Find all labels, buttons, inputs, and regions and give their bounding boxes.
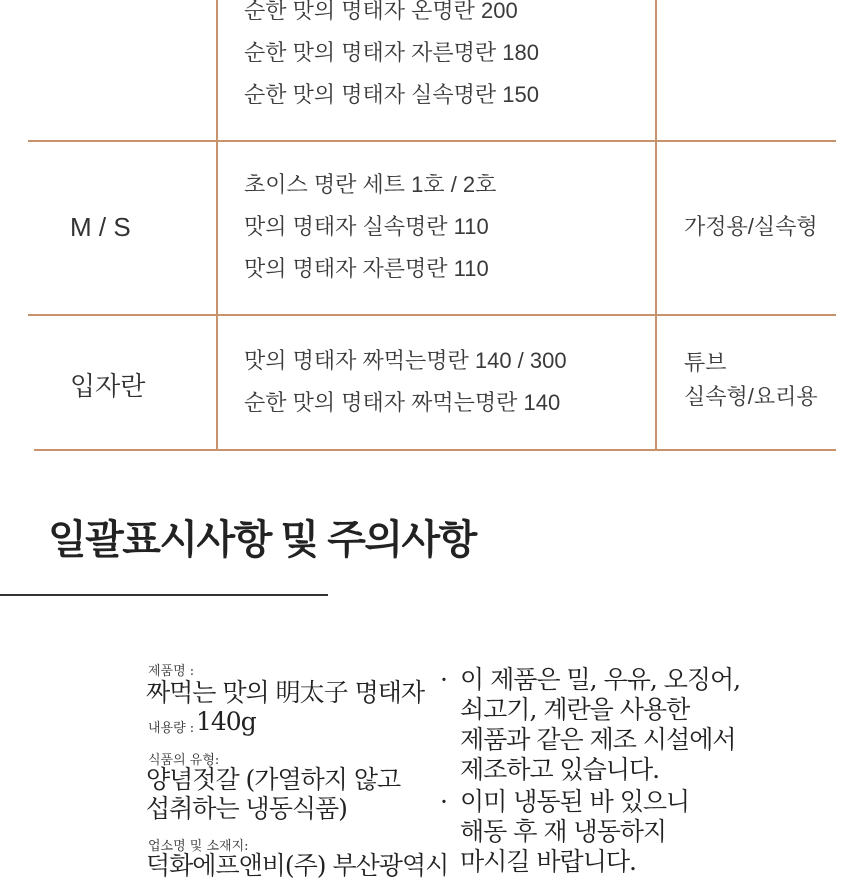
content-value: 140g xyxy=(196,707,256,736)
maker-label: 업소명 및 소재지: xyxy=(148,839,249,854)
product-line: 맛의 명태자 실속명란 110 xyxy=(244,214,489,239)
product-line: 초이스 명란 세트 1호 / 2호 xyxy=(244,172,497,197)
notice-line: 해동 후 재 냉동하지 xyxy=(460,817,667,846)
usage-label: 가정용/실속형 xyxy=(684,214,818,239)
usage-label: 실속형/요리용 xyxy=(684,384,818,409)
notice-line: 쇠고기, 계란을 사용한 xyxy=(460,695,690,724)
notice-line: 제품과 같은 제조 시설에서 xyxy=(460,725,736,754)
product-name-label: 제품명 : xyxy=(148,664,195,679)
section-title: 일괄표시사항 및 주의사항 xyxy=(48,518,476,562)
product-line: 순한 맛의 명태자 온명란 200 xyxy=(244,0,518,23)
product-line: 순한 맛의 명태자 자른명란 180 xyxy=(244,40,539,65)
bullet-icon: · xyxy=(440,665,447,694)
table-divider xyxy=(655,0,657,450)
table-divider xyxy=(34,449,836,451)
type-label: 식품의 유형: xyxy=(148,753,220,768)
bullet-icon: · xyxy=(440,787,447,816)
usage-label: 튜브 xyxy=(684,350,727,375)
grade-label: M / S xyxy=(70,212,131,242)
table-divider xyxy=(216,0,218,450)
grade-label: 입자란 xyxy=(70,371,146,401)
maker-value: 덕화에프앤비(주) 부산광역시 xyxy=(146,851,449,880)
content-label: 내용량 : xyxy=(148,721,195,736)
notice-line: 마시길 바랍니다. xyxy=(460,847,636,876)
table-divider xyxy=(28,140,836,142)
section-divider xyxy=(0,594,328,596)
notice-line: 이 제품은 밀, 우유, 오징어, xyxy=(460,665,741,694)
notice-line: 제조하고 있습니다. xyxy=(460,755,660,784)
type-value: 섭취하는 냉동식품) xyxy=(146,794,347,823)
product-line: 순한 맛의 명태자 실속명란 150 xyxy=(244,82,539,107)
notice-line: 이미 냉동된 바 있으니 xyxy=(460,787,690,816)
table-divider xyxy=(28,314,836,316)
product-name-value: 짜먹는 맛의 明太子 명태자 xyxy=(146,678,425,707)
product-line: 순한 맛의 명태자 짜먹는명란 140 xyxy=(244,390,561,415)
product-line: 맛의 명태자 자른명란 110 xyxy=(244,256,489,281)
type-value: 양념젓갈 (가열하지 않고 xyxy=(146,765,401,794)
product-line: 맛의 명태자 짜먹는명란 140 / 300 xyxy=(244,348,567,373)
